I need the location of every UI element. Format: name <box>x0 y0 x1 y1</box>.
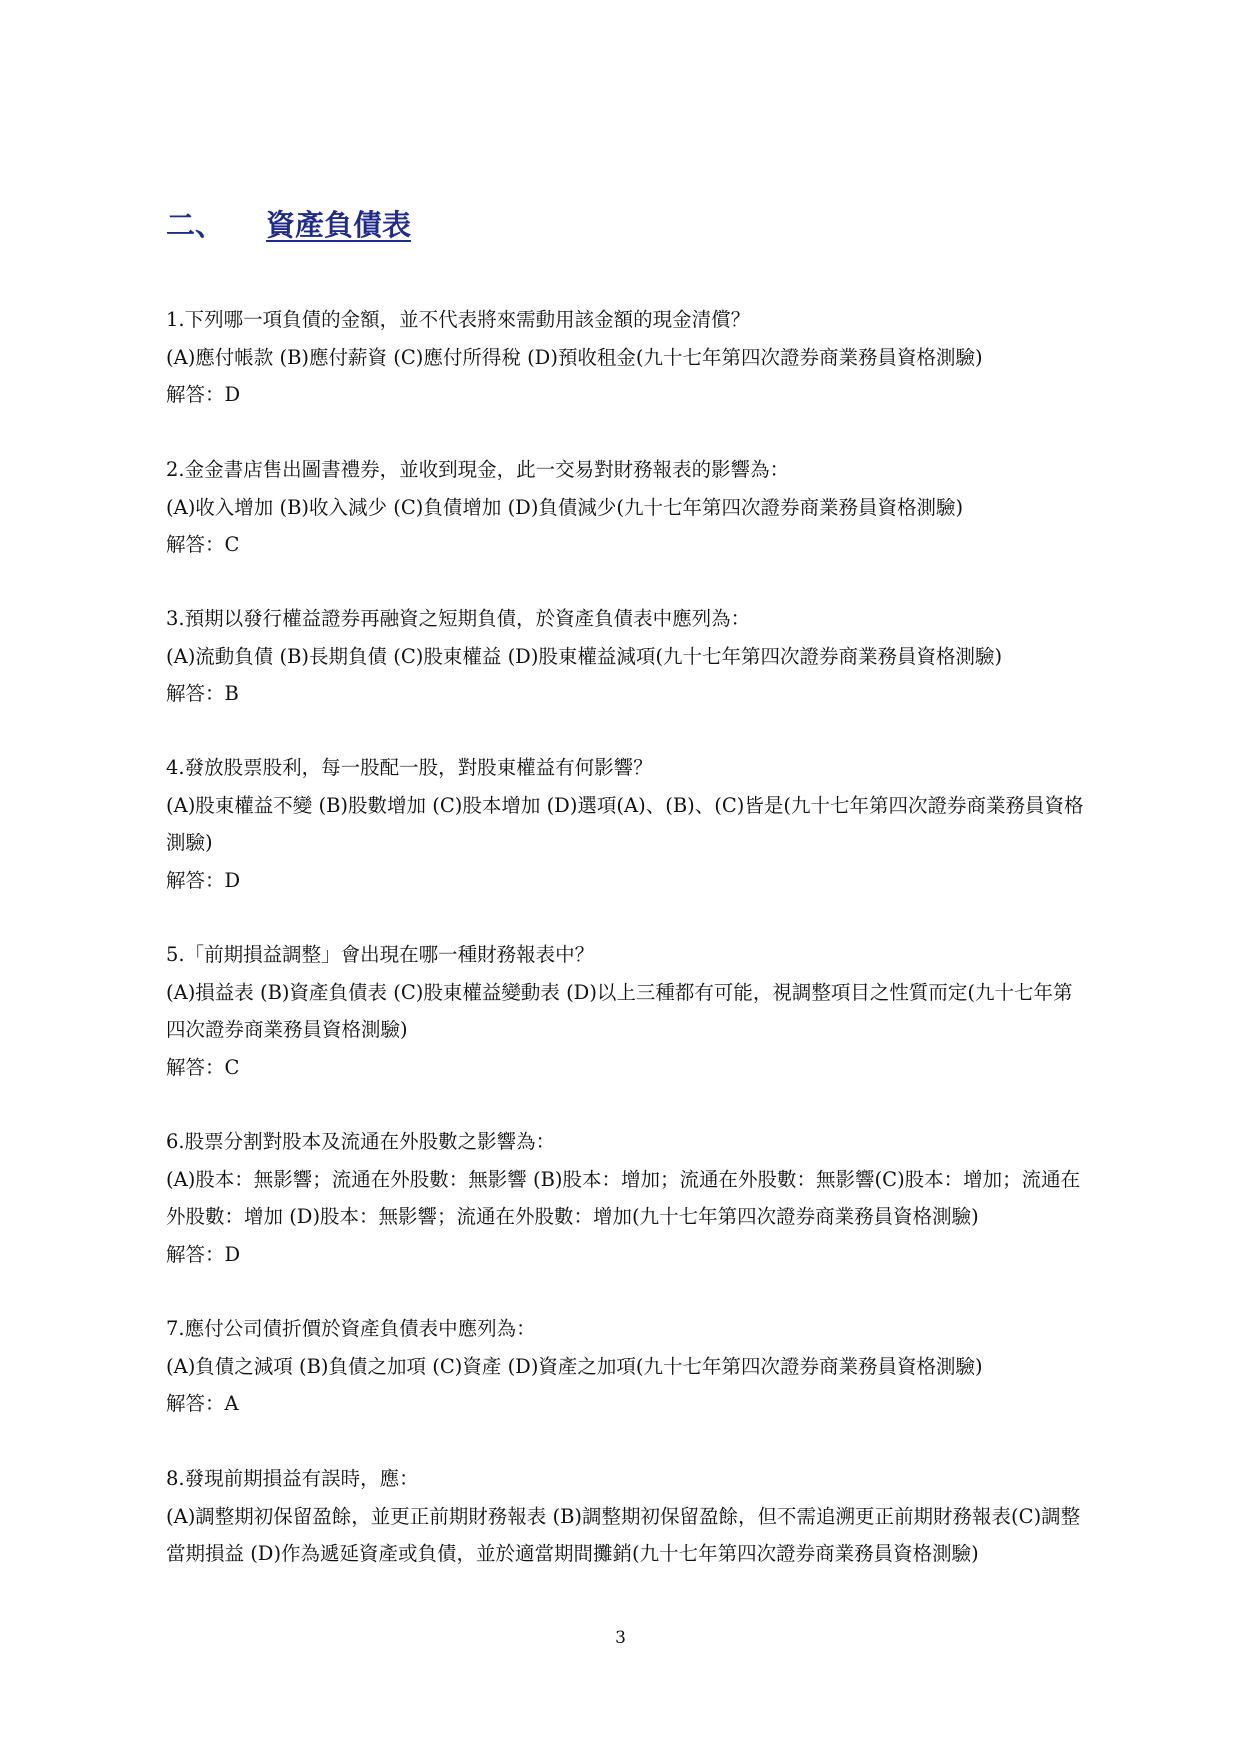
question-answer: 解答：D <box>166 383 241 406</box>
question-4 <box>166 749 1091 899</box>
question-stem: 8.發現前期損益有誤時，應： <box>166 1467 419 1490</box>
question-stem: 6.股票分割對股本及流通在外股數之影響為： <box>166 1130 556 1153</box>
question-8 <box>166 1460 1091 1573</box>
question-answer: 解答：D <box>166 1242 241 1266</box>
question-options: (A)流動負債 (B)長期負債 (C)股東權益 (D)股東權益減項(九十七年第四次證券商業務員資格測驗) <box>166 644 1003 668</box>
page-number: 3 <box>615 1628 626 1648</box>
question-stem: 7.應付公司債折價於資產負債表中應列為： <box>166 1317 536 1340</box>
question-stem: 5.「前期損益調整」會出現在哪一種財務報表中？ <box>166 943 595 966</box>
question-1 <box>166 301 1091 414</box>
question-answer: 解答：C <box>166 1055 240 1079</box>
question-options: (A)調整期初保留盈餘，並更正前期財務報表 (B)調整期初保留盈餘，但不需追溯更正前期財務報表(C)調整當期損益 (D)作為遞延資產或負債，並於適當期間攤銷(九十七年第四次證券商業務員資格測驗) <box>166 1504 1081 1565</box>
section-title: 資產負債表 <box>266 208 412 242</box>
question-3 <box>166 600 1091 713</box>
question-options: (A)股東權益不變 (B)股數增加 (C)股本增加 (D)選項(A)、(B)、(C)皆是(九十七年第四次證券商業務員資格測驗) <box>166 793 1084 854</box>
question-options: (A)損益表 (B)資產負債表 (C)股東權益變動表 (D)以上三種都有可能，視調整項目之性質而定(九十七年第四次證券商業務員資格測驗) <box>166 980 1073 1041</box>
question-options: (A)應付帳款 (B)應付薪資 (C)應付所得稅 (D)預收租金(九十七年第四次證券商業務員資格測驗) <box>166 345 983 369</box>
question-2 <box>166 451 1091 564</box>
question-stem: 2.金金書店售出圖書禮券，並收到現金，此一交易對財務報表的影響為： <box>166 458 790 481</box>
question-7 <box>166 1310 1091 1423</box>
section-number: 二、 <box>166 208 225 242</box>
question-5 <box>166 936 1091 1086</box>
question-options: (A)收入增加 (B)收入減少 (C)負債增加 (D)負債減少(九十七年第四次證券商業務員資格測驗) <box>166 495 964 519</box>
question-answer: 解答：D <box>166 868 241 892</box>
question-options: (A)股本：無影響；流通在外股數：無影響 (B)股本：增加；流通在外股數：無影響(C)股本：增加；流通在外股數：增加 (D)股本：無影響；流通在外股數：增加(九十七年第四次證券商業務員資格測驗) <box>166 1167 1081 1228</box>
question-answer: 解答：C <box>166 533 240 556</box>
question-answer: 解答：A <box>166 1392 239 1415</box>
question-6 <box>166 1123 1091 1273</box>
question-stem: 1.下列哪一項負債的金額，並不代表將來需動用該金額的現金清償？ <box>166 308 751 331</box>
question-stem: 3.預期以發行權益證券再融資之短期負債，於資產負債表中應列為： <box>166 607 751 630</box>
section-heading <box>166 203 411 244</box>
question-options: (A)負債之減項 (B)負債之加項 (C)資產 (D)資產之加項(九十七年第四次證券商業務員資格測驗) <box>166 1354 983 1378</box>
question-answer: 解答：B <box>166 682 239 705</box>
question-stem: 4.發放股票股利，每一股配一股，對股東權益有何影響？ <box>166 756 653 779</box>
